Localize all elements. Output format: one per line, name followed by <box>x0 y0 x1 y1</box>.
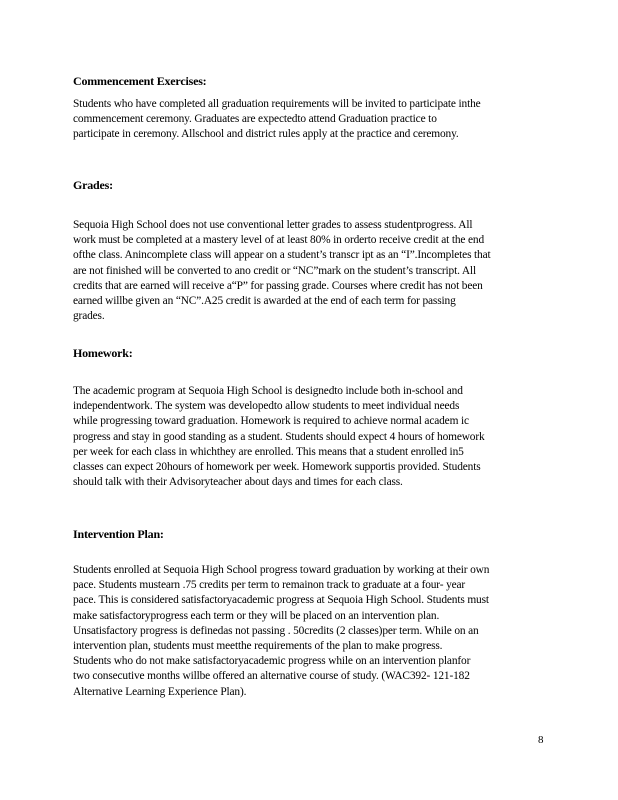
paragraph-line: work must be completed at a mastery level of at least 80% in orderto receive credit at the end <box>73 234 484 247</box>
paragraph-line: two consecutive months willbe offered an alternative course of study. (WAC392- 121-182 <box>73 670 470 683</box>
paragraph-line: intervention plan, students must meetthe requirements of the plan to make progress. <box>73 639 443 652</box>
paragraph-line: are not finished will be converted to ano credit or “NC”mark on the student’s transcript. All <box>73 264 476 277</box>
paragraph-line: should talk with their Advisoryteacher about days and times for each class. <box>73 476 403 489</box>
section-heading-commencement: Commencement Exercises: <box>73 74 207 88</box>
paragraph-line: participate in ceremony. Allschool and district rules apply at the practice and ceremony. <box>73 128 459 141</box>
paragraph-line: grades. <box>73 310 105 323</box>
paragraph-line: The academic program at Sequoia High School is designedto include both in-school and <box>73 385 463 397</box>
paragraph-line: Unsatisfactory progress is definedas not passing . 50credits (2 classes)per term. While on an <box>73 624 479 637</box>
paragraph-line: Alternative Learning Experience Plan). <box>73 685 247 698</box>
section-heading-grades: Grades: <box>73 178 113 192</box>
section-heading-homework: Homework: <box>73 346 133 360</box>
paragraph-line: make satisfactoryprogress each term or they will be placed on an intervention plan. <box>73 609 440 622</box>
paragraph-line: progress and stay in good standing as a student. Students should expect 4 hours of homework <box>73 430 485 443</box>
paragraph-line: independentwork. The system was developedto allow students to meet individual needs <box>73 400 460 413</box>
paragraph-line: pace. Students mustearn .75 credits per term to remainon track to graduate at a four- year <box>73 579 466 592</box>
paragraph-line: commencement ceremony. Graduates are expectedto attend Graduation practice to <box>73 113 437 126</box>
section-heading-intervention-plan: Intervention Plan: <box>73 527 164 541</box>
page-number: 8 <box>538 734 544 746</box>
section-paragraph-homework <box>73 384 548 490</box>
paragraph-line: earned willbe given an “NC”.A25 credit is awarded at the end of each term for passing <box>73 294 456 307</box>
paragraph-line: Sequoia High School does not use conventional letter grades to assess studentprogress. All <box>73 219 473 231</box>
paragraph-line: ofthe class. Anincomplete class will appear on a student’s transcr ipt as an “I”.Incompletes that <box>73 249 491 262</box>
section-paragraph-grades <box>73 218 548 324</box>
paragraph-line: credits that are earned will receive a“P” for passing grade. Courses where credit has not been <box>73 279 483 292</box>
paragraph-line: Students who have completed all graduation requirements will be invited to participate inthe <box>73 98 481 110</box>
paragraph-line: Students who do not make satisfactoryacademic progress while on an intervention planfor <box>73 655 471 668</box>
paragraph-line: pace. This is considered satisfactoryacademic progress at Sequoia High School. Students must <box>73 594 489 607</box>
paragraph-line: Students enrolled at Sequoia High School progress toward graduation by working at their own <box>73 564 490 576</box>
paragraph-line: classes can expect 20hours of homework per week. Homework supportis provided. Students <box>73 460 481 473</box>
paragraph-line: while progressing toward graduation. Homework is required to achieve normal academ ic <box>73 415 469 428</box>
section-paragraph-commencement <box>73 97 548 143</box>
paragraph-line: per week for each class in whichthey are enrolled. This means that a student enrolled in5 <box>73 445 464 458</box>
section-paragraph-intervention-plan <box>73 563 548 700</box>
